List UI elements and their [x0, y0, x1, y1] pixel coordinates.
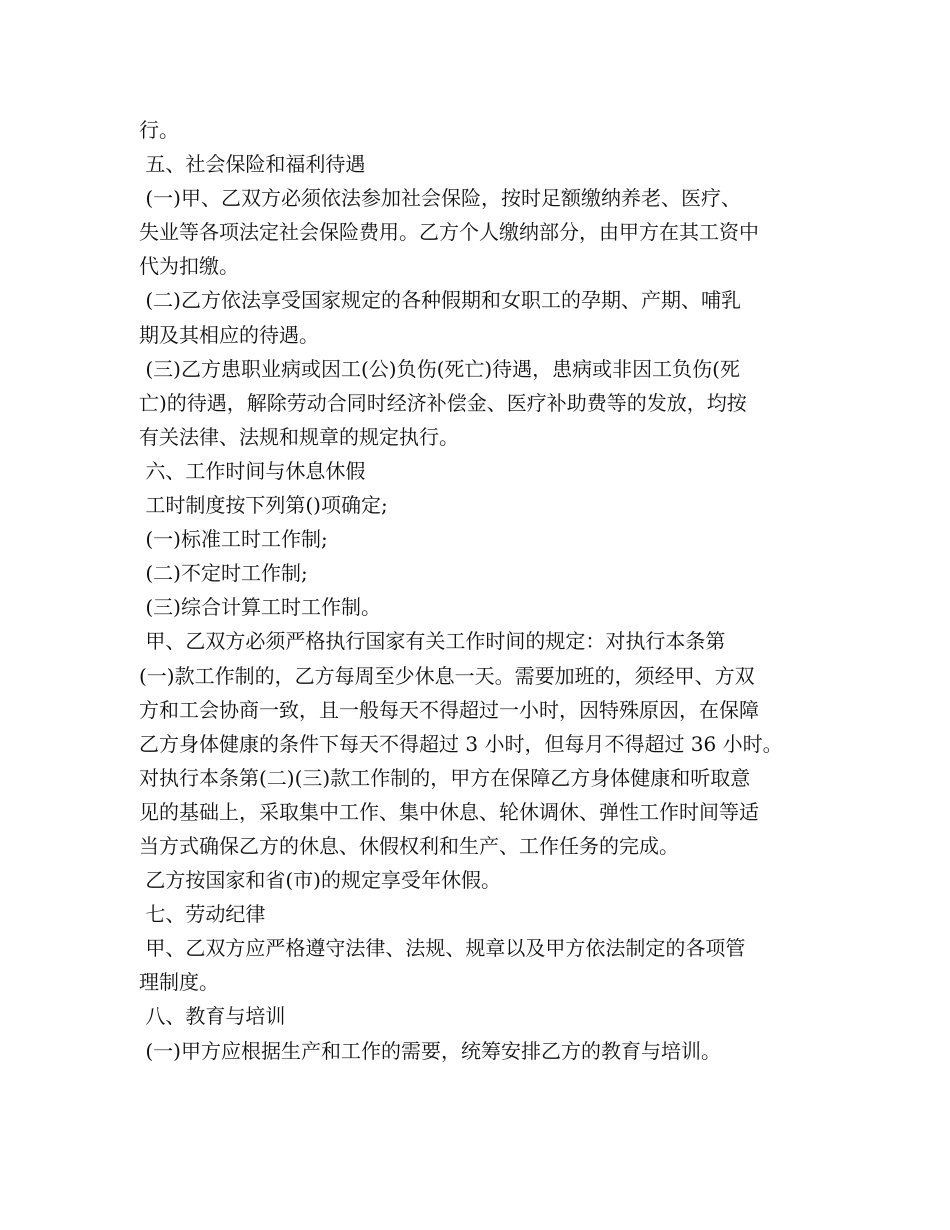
text-line: (一)甲、乙双方必须依法参加社会保险，按时足额缴纳养老、医疗、 — [139, 186, 741, 211]
text-line: 见的基础上，采取集中工作、集中休息、轮休调休、弹性工作时间等适 — [139, 799, 759, 824]
text-line: 工时制度按下列第()项确定; — [139, 493, 388, 518]
text-line: 失业等各项法定社会保险费用。乙方个人缴纳部分，由甲方在其工资中 — [139, 220, 759, 245]
text-line: (二)乙方依法享受国家规定的各种假期和女职工的孕期、产期、哺乳 — [139, 288, 741, 313]
text-line: 代为扣缴。 — [139, 254, 239, 279]
text-line: 甲、乙双方必须严格执行国家有关工作时间的规定：对执行本条第 — [139, 629, 726, 654]
text-line: 甲、乙双方应严格遵守法律、法规、规章以及甲方依法制定的各项管 — [139, 936, 746, 961]
text-line: 方和工会协商一致，且一般每天不得超过一小时，因特殊原因，在保障 — [139, 697, 759, 722]
text-line: (一)款工作制的，乙方每周至少休息一天。需要加班的，须经甲、方双 — [139, 663, 755, 688]
text-line: 对执行本条第(二)(三)款工作制的，甲方在保障乙方身体健康和听取意 — [139, 765, 751, 790]
text-line: 期及其相应的待遇。 — [139, 322, 319, 347]
section-heading: 六、工作时间与休息休假 — [139, 458, 366, 483]
section-heading: 五、社会保险和福利待遇 — [139, 152, 366, 177]
document-body — [139, 113, 829, 1068]
text-line: 理制度。 — [139, 970, 219, 995]
text-line: 当方式确保乙方的休息、休假权利和生产、工作任务的完成。 — [139, 833, 679, 858]
text-line: (三)乙方患职业病或因工(公)负伤(死亡)待遇，患病或非因工负伤(死 — [139, 356, 740, 381]
text-line: 乙方按国家和省(市)的规定享受年休假。 — [139, 868, 501, 893]
section-heading: 七、劳动纪律 — [139, 902, 266, 927]
text-line: (一)标准工时工作制; — [139, 527, 328, 552]
text-line: 行。 — [139, 118, 179, 142]
text-line: 有关法律、法规和规章的规定执行。 — [139, 424, 459, 449]
text-line: (一)甲方应根据生产和工作的需要，统筹安排乙方的教育与培训。 — [139, 1038, 721, 1063]
text-line: (二)不定时工作制; — [139, 561, 308, 586]
text-line: (三)综合计算工时工作制。 — [139, 595, 381, 620]
text-line: 乙方身体健康的条件下每天不得超过 3 小时，但每月不得超过 36 小时。 — [139, 731, 783, 756]
section-heading: 八、教育与培训 — [139, 1004, 286, 1029]
text-line: 亡)的待遇，解除劳动合同时经济补偿金、医疗补助费等的发放，均按 — [139, 390, 747, 415]
